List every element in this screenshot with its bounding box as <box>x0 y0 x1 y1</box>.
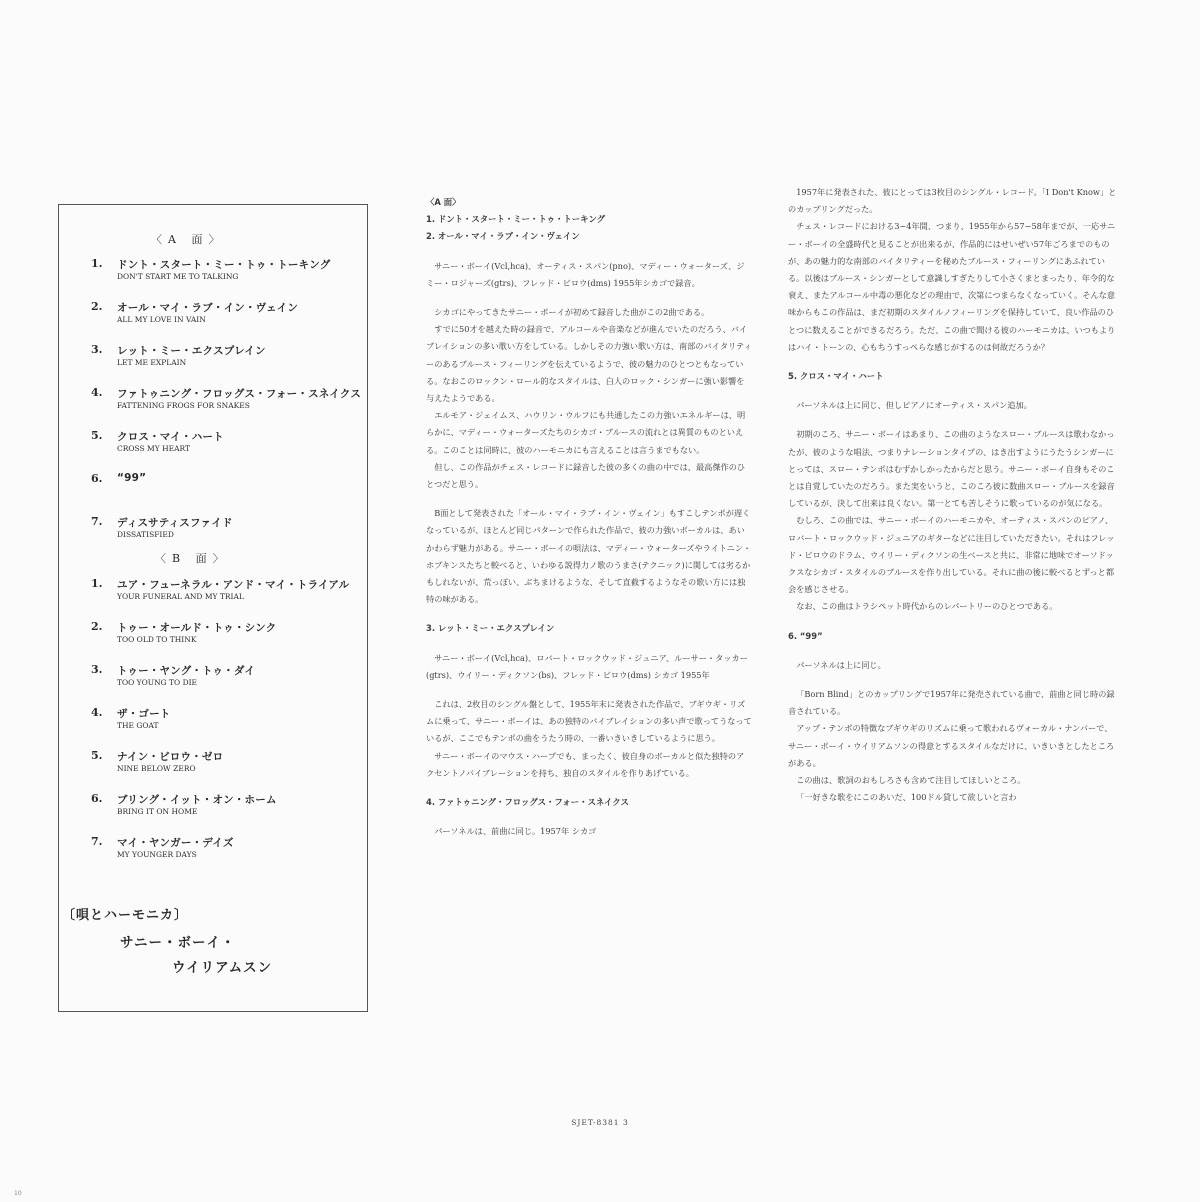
section-heading: 3. レット・ミー・エクスプレイン <box>426 623 555 634</box>
paragraph-gap <box>788 356 1118 368</box>
side-b-heading: 〈B 面〉 <box>155 552 230 565</box>
track-title-jp: ナイン・ビロウ・ゼロ <box>117 751 224 763</box>
track-number: 5. <box>91 749 103 762</box>
credit-role: 〔唄とハーモニカ〕 <box>62 908 189 923</box>
track-title-jp: オール・マイ・ラブ・イン・ヴェイン <box>117 302 299 314</box>
section-heading: 5. クロス・マイ・ハート <box>788 371 884 382</box>
track-title-en: MY YOUNGER DAYS <box>117 850 197 859</box>
side-a-heading: 〈A 面〉 <box>151 233 226 246</box>
paragraph: 但し、この作品がチェス・レコードに録音した彼の多くの曲の中では、最高傑作のひとつだと思う。 <box>426 461 746 490</box>
track-title-jp: トゥー・ヤング・トゥ・ダイ <box>117 665 256 677</box>
paragraph: チェス・レコードにおける3~4年間、つまり、1955年から57~58年までが、一応サニー・ボーイの全盛時代と見ることが出来るが、作品的にはせいぜい57年ごろまでのものが、あの魅力的な南部のバイタリティーを秘めたブルース・フィーリングにあふれている。以後はブルース・シンガーとして意識しすぎたりして小さくまとまったり、年令的な衰え、またアルコール中毒の悪化などの理由で、次第につまらなくなっていく。そんな意味からもこの作品は、まだ初期のスタイルノフィーリングを保持していて、良い作品のひとつに数えることができるだろう。ただ、この曲で聞ける彼のハーモニカは、いつもよりはハイ・トーンの、心もちうすっぺらな感じがするのは何故だろうか？ <box>788 221 1116 352</box>
paragraph-gap <box>788 674 1118 686</box>
paragraph-gap <box>426 608 752 620</box>
track-number: 2. <box>91 620 103 633</box>
tracklist-box <box>58 204 368 1012</box>
track-title-jp: トゥー・オールド・トゥ・シンク <box>117 622 277 634</box>
page-footer: SJET-8381 3 <box>571 1118 629 1127</box>
paragraph: 初期のころ、サニー・ボーイはあまり、この曲のようなスロー・ブルースは歌わなかったが、彼のような唱法、つまりナレーションタイプの、はき出すようにうたうシンガーにとっては、スロー・テンポはむずかしかったからだと思う。サニー・ボーイ自身もそのことは自覚していたのだろう。また実をいうと、このころ彼に数曲スロー・ブルースを録音しているが、決して出来は良くない。第一とても苦しそうに歌っているのが気になる。 <box>788 429 1115 509</box>
track-title-en: YOUR FUNERAL AND MY TRIAL <box>117 592 244 601</box>
liner-notes-right-column <box>788 184 1118 807</box>
paragraph: 1957年に発表された、彼にとっては3枚目のシングル・レコード。「I Don't Know」とのカップリングだった。 <box>788 187 1117 215</box>
track-title-en: FATTENING FROGS FOR SNAKES <box>117 401 250 410</box>
paragraph: すでに50才を越えた時の録音で、アルコールや音楽などが進んでいたのだろう、バイブレイションの多い歌い方をしている。しかしその力強い歌い方は、南部のバイタリティーのあるブルース・フィーリングを伝えているようで、彼の魅力のひとつともなっている。なおこのロックン・ロール的なスタイルは、白人のロック・シンガーに強い影響を与えたようである。 <box>426 324 752 404</box>
track-number: 4. <box>91 706 103 719</box>
track-title-jp: ファトゥニング・フロッグス・フォー・スネイクス <box>117 388 362 400</box>
paragraph-gap <box>426 811 752 823</box>
paragraph-gap <box>788 645 1118 657</box>
track-number: 7. <box>91 515 103 528</box>
paragraph-gap <box>426 292 752 304</box>
section-heading: 1. ドント・スタート・ミー・トゥ・トーキング <box>426 214 605 225</box>
track-title-en: THE GOAT <box>117 721 159 730</box>
track-title-en: TOO OLD TO THINK <box>117 635 197 644</box>
track-number: 1. <box>91 257 103 270</box>
track-title-en: ALL MY LOVE IN VAIN <box>117 315 206 324</box>
paragraph-gap <box>426 684 752 696</box>
paragraph: 「一好きな歌をにこのあいだ、100ドル貸して欲しいと言わ <box>796 792 1017 803</box>
paragraph: サニー・ボーイのマウス・ハープでも、まったく、彼自身のボーカルと似た独特のアクセントノバイブレーションを持ち、独自のスタイルを作りあげている。 <box>426 750 745 778</box>
liner-notes-middle-column <box>426 194 752 841</box>
paragraph-gap <box>788 616 1118 628</box>
track-number: 1. <box>91 577 103 590</box>
track-number: 6. <box>91 792 103 805</box>
paragraph: パーソネルは上に同じ。 <box>796 659 886 670</box>
track-title-jp: マイ・ヤンガー・デイズ <box>117 837 234 849</box>
track-title-jp: ブリング・イット・オン・ホーム <box>117 794 277 806</box>
paragraph: 「Born Blind」とのカップリングで1957年に発売されている曲で、前曲と同じ時の録音されている。 <box>788 689 1115 717</box>
track-number: 3. <box>91 663 103 676</box>
track-number: 2. <box>91 300 103 313</box>
section-heading: 6. “99” <box>788 630 823 641</box>
credit-artist-line-1: サニー・ボーイ・ <box>120 935 236 951</box>
paragraph: この曲は、歌詞のおもしろさも含めて注目してほしいところ。 <box>796 775 1026 786</box>
paragraph: パーソネルは上に同じ、但しピアノにオーティス・スパン追加。 <box>796 400 1032 411</box>
track-title-jp: レット・ミー・エクスプレイン <box>117 345 266 357</box>
paragraph: アップ・テンポの特徴なブギウギのリズムに乗って歌われるヴォーカル・ナンバーで、サニー・ボーイ・ウイリアムソンの得意とするスタイルなだけに、いきいきとしたところがある。 <box>788 723 1115 768</box>
paragraph: パーソネルは、前曲に同じ。1957年 シカゴ <box>434 826 597 837</box>
track-title-jp: ドント・スタート・ミー・トゥ・トーキング <box>117 259 331 271</box>
track-title-jp: ザ・ゴート <box>117 708 171 720</box>
track-title-en: NINE BELOW ZERO <box>117 764 196 773</box>
track-title-jp: クロス・マイ・ハート <box>117 431 224 443</box>
paragraph-gap <box>426 246 752 258</box>
track-title-jp: “99” <box>117 472 147 484</box>
paragraph-gap <box>426 638 752 650</box>
track-number: 5. <box>91 429 103 442</box>
section-heading: 4. ファトゥニング・フロッグス・フォー・スネイクス <box>426 797 629 808</box>
paragraph: サニー・ボーイ(Vcl,hca)、オーティス・スパン(pno)、マディー・ウォーターズ、ジミー・ロジャーズ(gtrs)、フレッド・ビロウ(dms) 1955年シカゴで録音。 <box>426 260 745 288</box>
paragraph: エルモア・ジェイムス、ハウリン・ウルフにも共通したこの力強いエネルギーは、明らかに、マディー・ウォーターズたちのシカゴ・ブルースの流れとは異質のものといえる。このことは同時に、彼のハーモニカにも言えることは言うまでもない。 <box>426 410 746 455</box>
paragraph: なお、この曲はトラシペット時代からのレパートリーのひとつである。 <box>796 601 1058 612</box>
credit-artist-line-2: ウイリアムスン <box>172 960 273 976</box>
track-number: 3. <box>91 343 103 356</box>
track-number: 4. <box>91 386 103 399</box>
track-title-jp: ユア・フューネラル・アンド・マイ・トライアル <box>117 579 350 591</box>
paragraph-gap <box>426 782 752 794</box>
section-heading: 〈A 面〉 <box>426 197 461 207</box>
track-title-en: TOO YOUNG TO DIE <box>117 678 198 687</box>
paragraph: シカゴにやってきたサニー・ボーイが初めて録音した曲がこの2曲である。 <box>434 307 710 318</box>
paragraph: これは、2枚目のシングル盤として、1955年末に発表された作品で、ブギウギ・リズムに乗って、サニー・ボーイは、あの独特のバイブレイションの多い声で歌ってうなっているが、ここでもテンポの曲をうたう時の、一番いきいきしているように思う。 <box>426 699 752 744</box>
paragraph: B面として発表された「オール・マイ・ラブ・イン・ヴェイン」もすこしテンポが遅くなっているが、ほとんど同じパターンで作られた作品で、彼の力強いボーカルは、あいかわらず魅力がある。サニー・ボーイの唄法は、マディー・ウォーターズやライトニン・ホプキンスたちと較べると、いわゆる説得力ノ歌のうまさ(テクニック)に関しては劣るかもしれないが、荒っぽい、ぶちまけるような、そして直截するようなその歌い方には独特の味がある。 <box>426 508 752 605</box>
track-title-en: DON'T START ME TO TALKING <box>117 272 239 281</box>
track-title-jp: ディスサティスファイド <box>117 517 233 529</box>
track-title-en: CROSS MY HEART <box>117 444 191 453</box>
track-title-en: BRING IT ON HOME <box>117 807 198 816</box>
section-heading: 2. オール・マイ・ラブ・イン・ヴェイン <box>426 231 580 242</box>
paragraph-gap <box>788 385 1118 397</box>
track-title-en: DISSATISFIED <box>117 530 174 539</box>
track-number: 7. <box>91 835 103 848</box>
margin-mark: 10 <box>14 1190 22 1197</box>
paragraph-gap <box>426 493 752 505</box>
paragraph: むしろ、この曲では、サニー・ボーイのハーモニカや、オーティス・スパンのピアノ、ロバート・ロックウッド・ジュニアのギターなどに注目していただきたい。それはフレッド・ビロウのドラム、ウイリー・ディクソンの生ベースと共に、非常に地味でオーソドックスなシカゴ・スタイルのブルースを作り出している。それに曲の後に較べるとずっと都会を感じさせる。 <box>788 515 1115 595</box>
paragraph-gap <box>788 414 1118 426</box>
paragraph: サニー・ボーイ(Vcl,hca)、ロバート・ロックウッド・ジュニア、ルーサー・タッカー(gtrs)、ウイリー・ディクソン(bs)、フレッド・ビロウ(dms) シカゴ 1955年 <box>426 652 748 680</box>
track-number: 6. <box>91 472 103 485</box>
track-title-en: LET ME EXPLAIN <box>117 358 187 367</box>
